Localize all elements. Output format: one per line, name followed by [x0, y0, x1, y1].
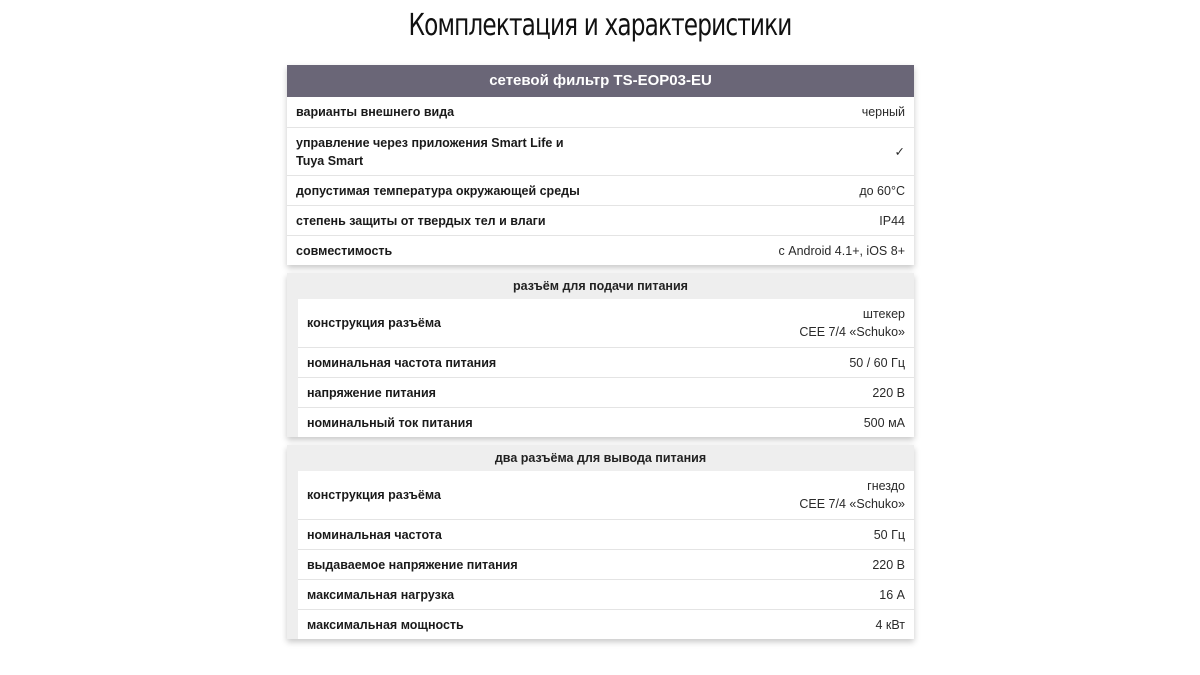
- spec-label: варианты внешнего вида: [296, 105, 455, 119]
- spec-row-max-power: [298, 609, 914, 639]
- spec-row-current: [298, 407, 914, 437]
- spec-row-connector-design: [298, 299, 914, 347]
- spec-label: максимальная мощность: [307, 617, 464, 632]
- spec-label: совместимость: [296, 243, 393, 258]
- section-title: разъём для подачи питания: [513, 279, 688, 293]
- spec-value: 220 В: [872, 557, 905, 572]
- spec-label: допустимая температура окружающей среды: [296, 183, 580, 198]
- spec-value: IP44: [879, 213, 905, 228]
- spec-value: с Android 4.1+, iOS 8+: [778, 243, 905, 258]
- product-header: сетевой фильтр TS-EOP03-EU: [287, 65, 914, 97]
- spec-label: степень защиты от твердых тел и влаги: [296, 213, 546, 228]
- spec-label: конструкция разъёма: [307, 488, 441, 502]
- spec-value: 16 А: [879, 587, 905, 602]
- product-block: [287, 65, 914, 265]
- input-connector-section: [287, 273, 914, 437]
- output-connectors-rows: [298, 471, 914, 639]
- checkmark-icon: ✓: [894, 144, 905, 159]
- spec-row-output-voltage: [298, 549, 914, 579]
- spec-row-frequency: [298, 519, 914, 549]
- page-title: Комплектация и характеристики: [408, 8, 792, 43]
- spec-row-appearance: [287, 97, 914, 127]
- output-connectors-section: [287, 445, 914, 639]
- spec-row-temperature: [287, 175, 914, 205]
- spec-label: номинальный ток питания: [307, 415, 473, 430]
- spec-row-connector-design: [298, 471, 914, 519]
- product-rows: [287, 97, 914, 265]
- spec-value: 50 / 60 Гц: [849, 355, 905, 370]
- spec-value: 220 В: [872, 385, 905, 400]
- spec-label: конструкция разъёма: [307, 316, 441, 330]
- spec-row-voltage: [298, 377, 914, 407]
- spec-label: напряжение питания: [307, 385, 436, 400]
- spec-label: номинальная частота питания: [307, 355, 497, 370]
- spec-label: максимальная нагрузка: [307, 587, 455, 602]
- spec-table: [287, 65, 914, 639]
- spec-label: номинальная частота: [307, 527, 442, 542]
- spec-value: черный: [861, 105, 905, 119]
- spec-value: 50 Гц: [873, 527, 905, 542]
- spec-row-protection: [287, 205, 914, 235]
- spec-value: 4 кВт: [875, 617, 905, 632]
- spec-value: до 60°C: [859, 183, 905, 198]
- spec-label: управление через приложения Smart Life и Tuya Smart: [296, 135, 564, 168]
- section-title: два разъёма для вывода питания: [494, 451, 707, 465]
- spec-row-app-control: [287, 127, 914, 175]
- spec-row-compatibility: [287, 235, 914, 265]
- spec-row-frequency: [298, 347, 914, 377]
- spec-value: гнездо CEE 7/4 «Schuko»: [799, 479, 905, 511]
- spec-value: штекер CEE 7/4 «Schuko»: [799, 307, 905, 339]
- spec-value: 500 мА: [863, 415, 905, 430]
- input-connector-rows: [298, 299, 914, 437]
- spec-label: выдаваемое напряжение питания: [307, 557, 518, 572]
- spec-row-max-load: [298, 579, 914, 609]
